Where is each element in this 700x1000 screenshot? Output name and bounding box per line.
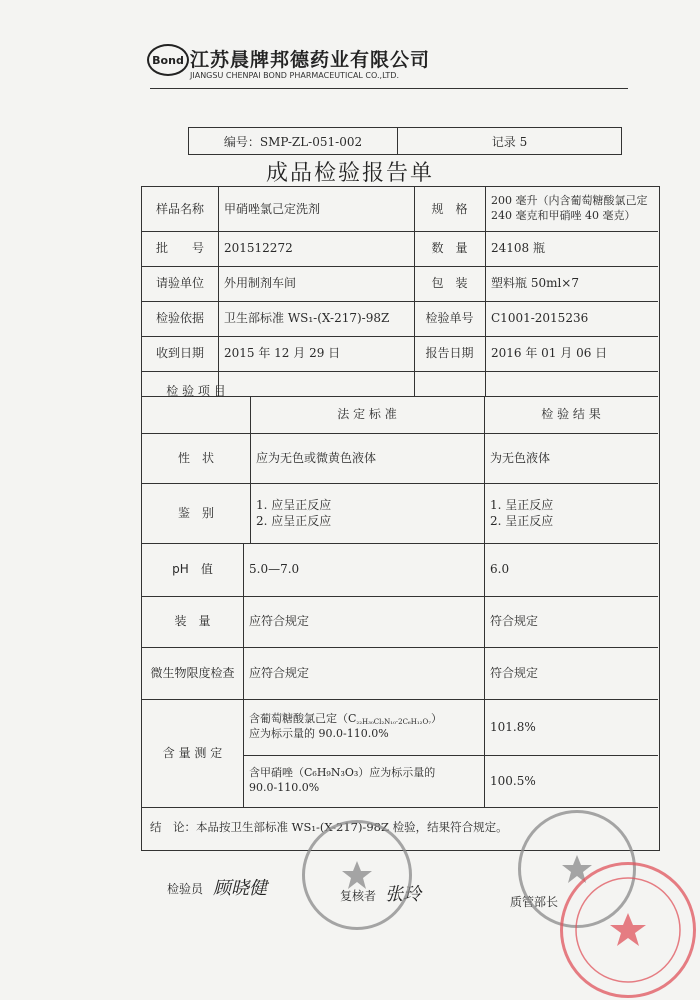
spec-label: 规 格 [431,201,468,216]
microbe-result: 符合规定 [490,665,539,680]
reviewer-label: 复核者 [340,889,377,903]
spec-line-1: 200 毫升（内含葡萄糖酸氯己定 [491,194,648,208]
company-name-cn: 江苏晨牌邦德药业有限公司 [190,49,431,71]
microbe-standard: 应符合规定 [249,665,310,680]
report-title: 成品检验报告单 [265,161,434,186]
unit-value: 外用制剂车间 [224,276,297,291]
company-seal-gray [302,820,412,930]
basis-label: 检验依据 [155,311,204,326]
received-date-label: 收到日期 [155,346,204,361]
identification-standard-2: 2. 应呈正反应 [256,514,332,528]
assay-item: 含 量 测 定 [162,745,223,760]
report-date-label: 报告日期 [425,346,474,361]
identification-standard [250,483,484,543]
assay-standard-2 [243,755,484,807]
assay-formula-1: ₂₂H₃₀Cl₂N₁₀·2C₆H₁₂O₇ [356,717,431,726]
basis-value: 卫生部标准 WS₁-(X-217)-98Z [224,311,390,326]
report-date-value: 2016 年 01 月 06 日 [491,346,608,361]
batch-label: 批 号 [155,241,204,256]
header-divider [150,88,628,89]
identification-item: 鉴 别 [177,505,214,520]
report-table [141,186,660,851]
inspector-signature: 顾晓健 [213,878,267,899]
fill-result: 符合规定 [490,614,539,629]
assay-standard-1-line1: 含葡萄糖酸氯己定$(C_{_{22}H_{30}Cl_2N_{10}\cdot 2C_6H_{12}O_7})$ [249,711,442,726]
assay-standard-2-line1: 含甲硝唑（C₆H₉N₃O₃）应为标示量的 [249,766,436,780]
assay-result-2: 100.5% [490,773,536,788]
ph-result: 6.0 [490,562,510,577]
spec-line-2: 240 毫克和甲硝唑 40 毫克） [491,209,636,222]
logo-text: Bond [152,53,184,67]
report-no-value: C1001-2015236 [491,311,589,326]
report-no-label: 检验单号 [425,311,474,326]
ph-item: pH 值 [172,562,213,577]
inspector-label: 检验员 [167,882,204,896]
spec-value [485,187,658,231]
appearance-standard: 应为无色或微黄色液体 [256,450,377,465]
doc-code: 编号：SMP-ZL-051-002 [189,128,398,154]
fill-item: 装 量 [174,614,211,629]
fill-standard: 应符合规定 [249,614,310,629]
quantity-value: 24108 瓶 [491,241,545,256]
identification-result [484,483,658,543]
received-date-value: 2015 年 12 月 29 日 [224,346,341,361]
company-name-en: JIANGSU CHENPAI BOND PHARMACEUTICAL CO.,LTD. [190,71,400,80]
qa-manager-label: 质管部长 [510,895,559,909]
sample-name-value: 甲硝唑氯己定洗剂 [224,201,321,216]
reviewer-signature: 张玲 [385,884,421,905]
record-number: 记录 5 [491,134,528,149]
test-standard-header: 法 定 标 准 [337,407,397,422]
assay-standard-1-line2: 应为标示量的 90.0-110.0% [249,727,389,741]
seal-star-red [563,865,693,995]
assay-result-1: 101.8% [490,719,536,734]
company-logo [147,44,189,76]
sample-name-label: 样品名称 [155,201,204,216]
doc-code-box [188,127,622,155]
microbe-item: 微生物限度检查 [150,665,235,680]
conclusion: 结 论：本品按卫生部标准 WS₁-(X-217)-98Z 检验，结果符合规定。 [150,820,508,835]
test-result-header: 检 验 结 果 [541,407,601,422]
package-label: 包 装 [431,276,468,291]
identification-result-1: 1. 呈正反应 [490,497,554,512]
ph-standard: 5.0—7.0 [249,562,300,577]
assay-standard-2-line2: 90.0-110.0% [249,781,320,794]
quantity-label: 数 量 [431,241,468,256]
package-value: 塑料瓶 50ml×7 [491,276,579,291]
seal-star-gray [305,823,409,927]
identification-result-2: 2. 呈正反应 [490,514,554,528]
qa-seal-red [560,862,696,998]
appearance-item: 性 状 [177,450,214,465]
test-item-header: 检 验 项 目 [166,384,226,398]
appearance-result: 为无色液体 [490,450,551,465]
identification-standard-1: 1. 应呈正反应 [256,497,332,512]
assay-standard-1 [243,699,484,755]
unit-label: 请验单位 [155,276,204,291]
batch-value: 201512272 [224,241,293,256]
